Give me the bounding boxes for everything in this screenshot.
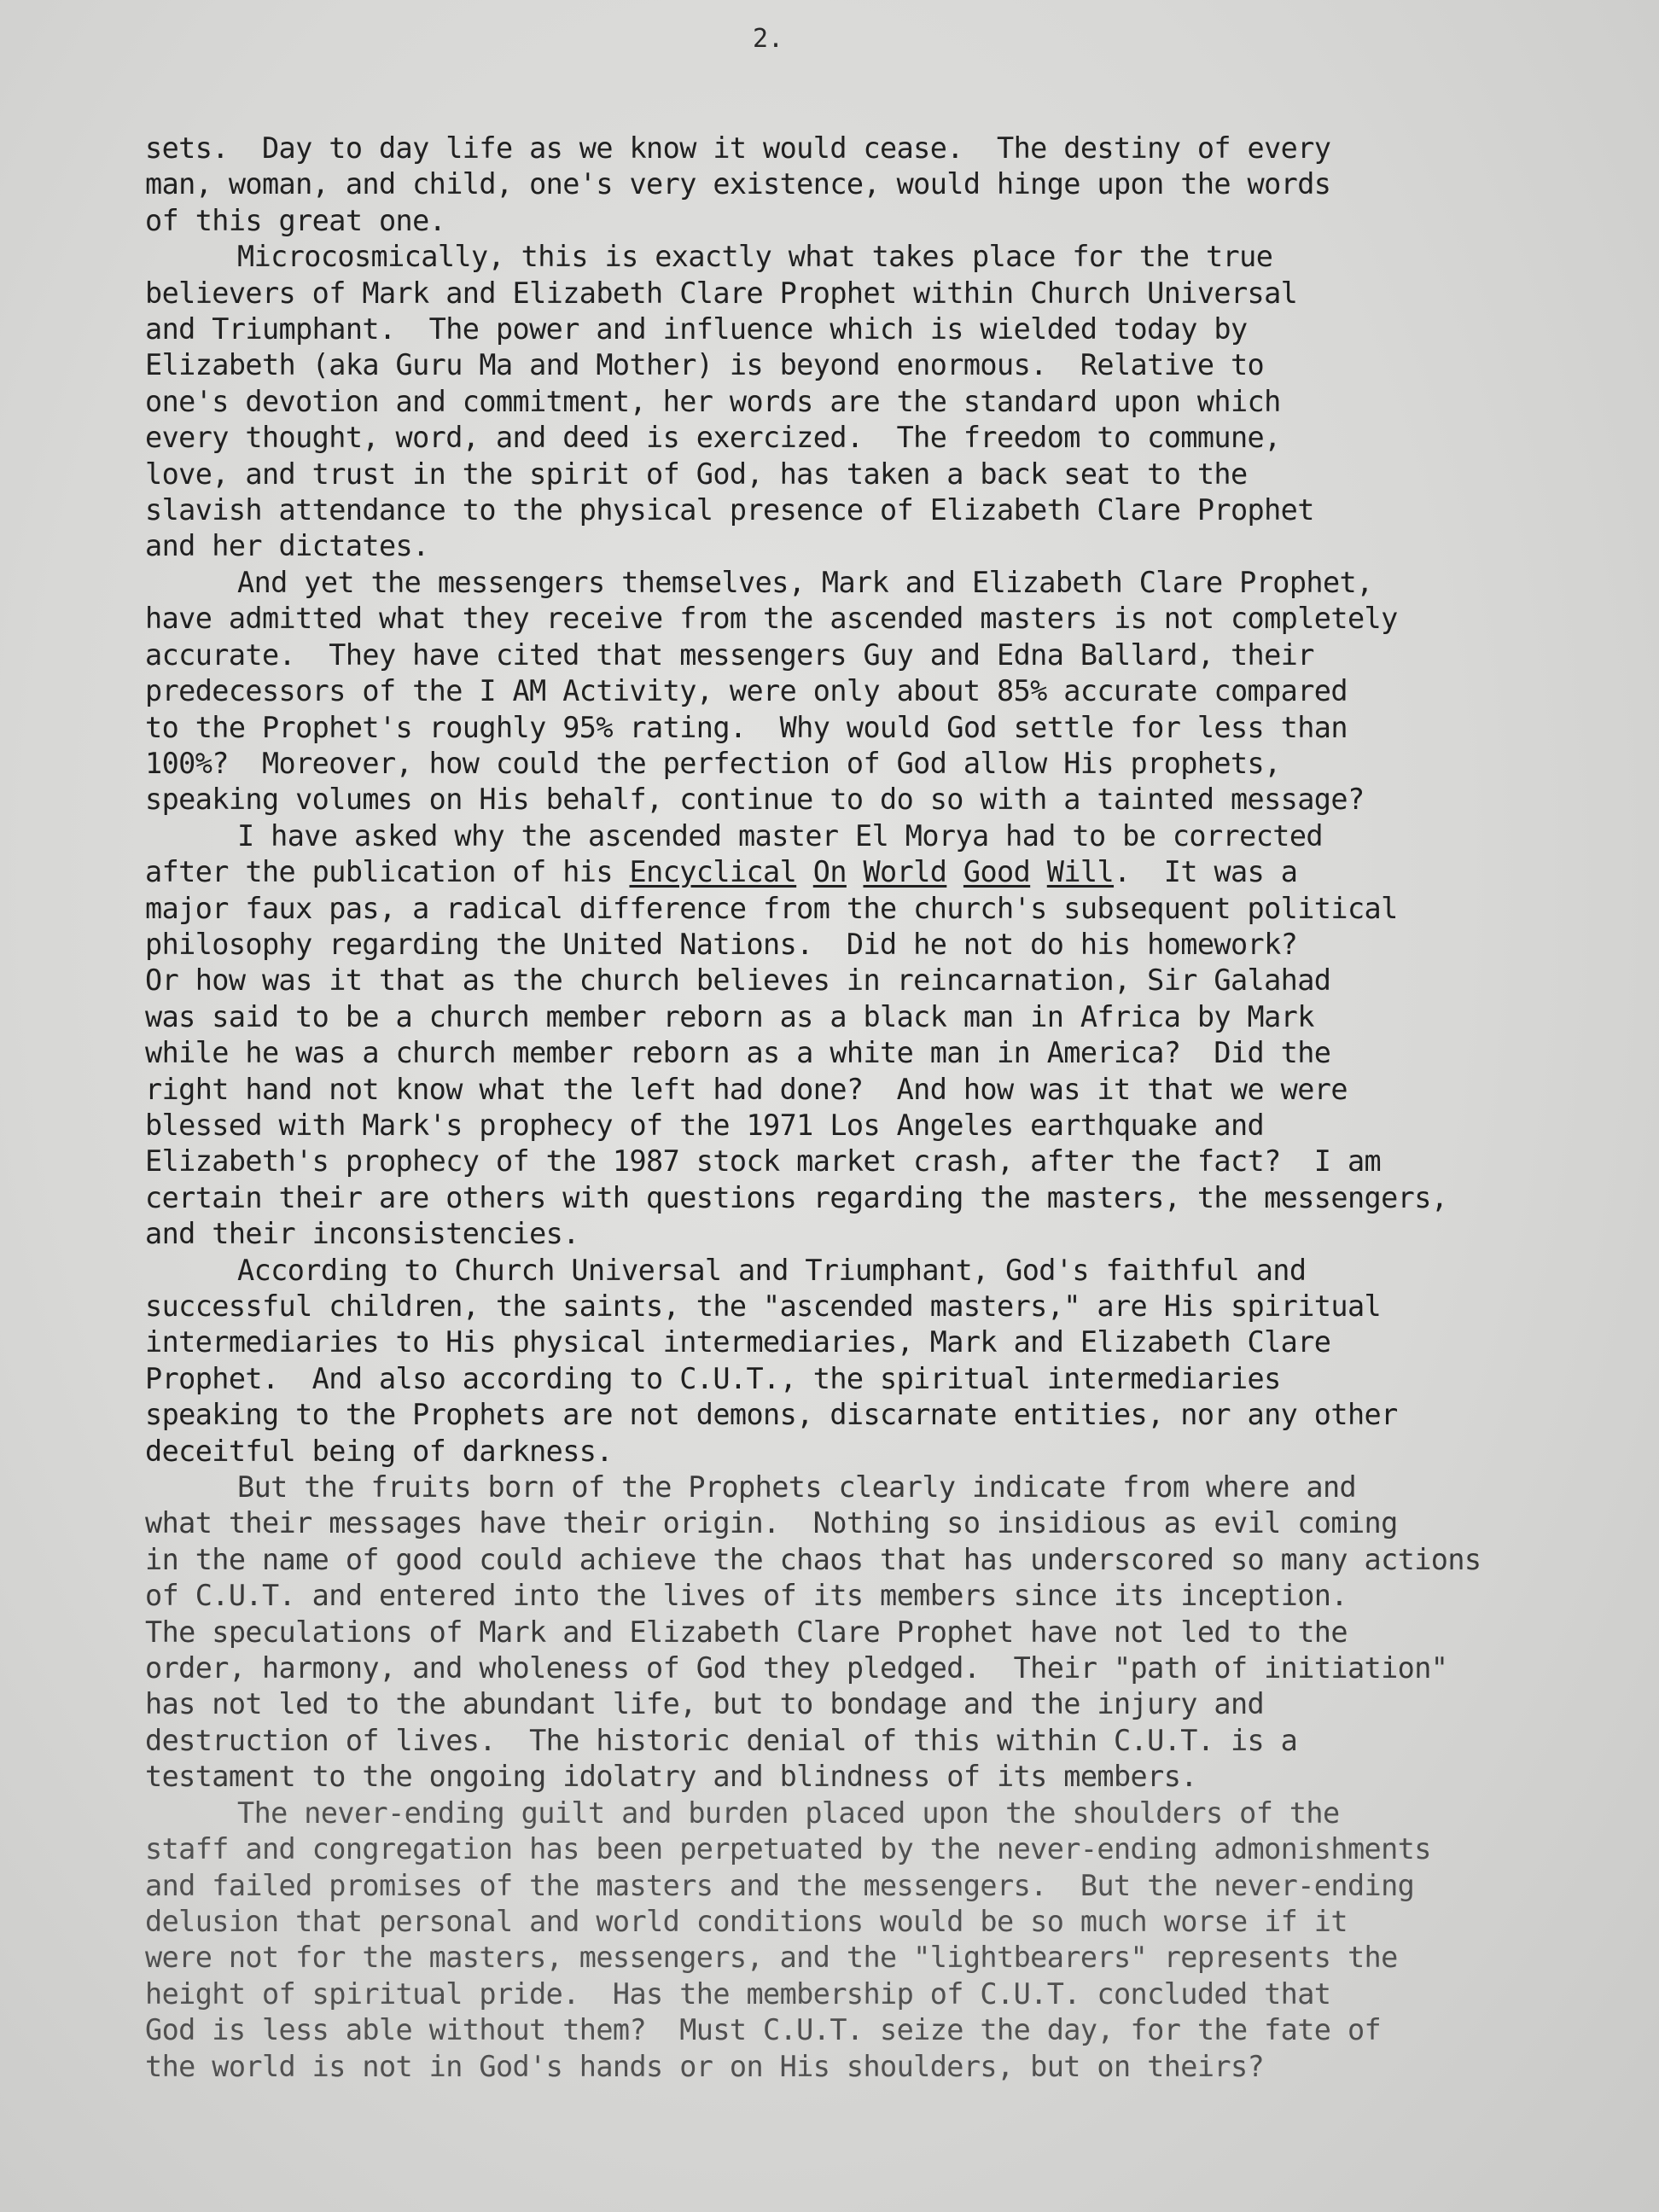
text-line: intermediaries to His physical intermediaries, Mark and Elizabeth Clare [145,1325,1331,1359]
paragraph-3 [145,565,1596,818]
text-line: slavish attendance to the physical presence of Elizabeth Clare Prophet [145,493,1314,527]
text-line: height of spiritual pride. Has the membership of C.U.T. concluded that [145,1976,1331,2011]
text-line: predecessors of the I AM Activity, were only about 85% accurate compared [145,674,1348,708]
text-line: 100%? Moreover, how could the perfection of God allow His prophets, [145,746,1281,780]
paragraph-5 [145,1253,1596,1470]
text-line: every thought, word, and deed is exercized. The freedom to commune, [145,421,1281,455]
text-segment: after the publication of his [145,855,630,889]
text-line: philosophy regarding the United Nations. Did he not do his homework? [145,927,1298,961]
text-line: order, harmony, and wholeness of God they pledged. Their "path of initiation" [145,1651,1448,1685]
text-line: major faux pas, a radical difference from the church's subsequent political [145,891,1398,925]
paragraph-6 [145,1470,1596,1796]
book-title-word: Good [963,855,1031,889]
text-line: certain their are others with questions regarding the masters, the messengers, [145,1180,1448,1214]
book-title-word: Will [1046,855,1115,889]
text-line: were not for the masters, messengers, and the "lightbearers" represents the [145,1941,1398,1975]
text-line: Microcosmically, this is exactly what takes place for the true [237,240,1273,274]
text-line: The never-ending guilt and burden placed upon the shoulders of the [237,1796,1340,1830]
text-line: Elizabeth (aka Guru Ma and Mother) is beyond enormous. Relative to [145,348,1265,382]
paragraph-4 [145,818,1596,1253]
text-line: Prophet. And also according to C.U.T., the spiritual intermediaries [145,1361,1281,1395]
text-line: while he was a church member reborn as a white man in America? Did the [145,1036,1331,1070]
paragraph-1 [145,131,1596,239]
text-line: destruction of lives. The historic denial of this within C.U.T. is a [145,1723,1298,1757]
text-line: right hand not know what the left had done? And how was it that we were [145,1072,1348,1106]
text-line: Or how was it that as the church believes in reincarnation, Sir Galahad [145,963,1331,998]
text-line: speaking to the Prophets are not demons, discarnate entities, nor any other [145,1398,1398,1432]
text-line: deceitful being of darkness. [145,1434,613,1468]
text-line: the world is not in God's hands or on His shoulders, but on theirs? [145,2049,1265,2083]
text-line: and her dictates. [145,529,429,563]
book-title-word: Encyclical [629,855,797,889]
text-line: was said to be a church member reborn as a black man in Africa by Mark [145,999,1314,1033]
text-line: I have asked why the ascended master El Morya had to be corrected [237,818,1323,853]
book-title-word: World [863,855,947,889]
text-line: and Triumphant. The power and influence which is wielded today by [145,312,1248,346]
text-line: successful children, the saints, the "ascended masters," are His spiritual [145,1289,1382,1323]
text-line: staff and congregation has been perpetuated by the never-ending admonishments [145,1832,1431,1866]
text-line: one's devotion and commitment, her words are the standard upon which [145,384,1281,418]
text-line [145,854,1596,890]
text-line: to the Prophet's roughly 95% rating. Why would God settle for less than [145,710,1348,744]
paragraph-7 [145,1796,1596,2085]
text-line: sets. Day to day life as we know it would cease. The destiny of every [145,131,1331,165]
text-line: blessed with Mark's prophecy of the 1971 Los Angeles earthquake and [145,1108,1265,1142]
text-line: what their messages have their origin. Nothing so insidious as evil coming [145,1506,1398,1540]
text-line: And yet the messengers themselves, Mark and Elizabeth Clare Prophet, [237,565,1373,599]
text-line: Elizabeth's prophecy of the 1987 stock market crash, after the fact? I am [145,1144,1382,1179]
document-body [145,131,1596,2085]
text-line: man, woman, and child, one's very existence, would hinge upon the words [145,167,1331,201]
text-line: speaking volumes on His behalf, continue to do so with a tainted message? [145,783,1365,817]
book-title-word: On [812,855,847,889]
text-line: love, and trust in the spirit of God, has taken a back seat to the [145,457,1248,491]
text-line: and failed promises of the masters and the messengers. But the never-ending [145,1868,1415,1902]
text-line: The speculations of Mark and Elizabeth Clare Prophet have not led to the [145,1615,1348,1649]
text-segment: . It was a [1114,855,1298,889]
text-line: in the name of good could achieve the chaos that has underscored so many actions [145,1542,1481,1576]
paragraph-2 [145,239,1596,565]
text-line: have admitted what they receive from the ascended masters is not completely [145,602,1398,636]
text-line: But the fruits born of the Prophets clearly indicate from where and [237,1470,1357,1505]
text-line: accurate. They have cited that messengers Guy and Edna Ballard, their [145,637,1314,672]
text-line: has not led to the abundant life, but to bondage and the injury and [145,1687,1265,1721]
page-number: 2. [752,24,784,54]
text-line: of C.U.T. and entered into the lives of its members since its inception. [145,1579,1348,1613]
text-line: delusion that personal and world conditions would be so much worse if it [145,1904,1348,1938]
text-line: God is less able without them? Must C.U.T. seize the day, for the fate of [145,2013,1382,2047]
text-line: testament to the ongoing idolatry and blindness of its members. [145,1760,1197,1794]
text-line: and their inconsistencies. [145,1217,579,1251]
text-line: of this great one. [145,203,446,237]
text-line: believers of Mark and Elizabeth Clare Prophet within Church Universal [145,276,1298,310]
text-line: According to Church Universal and Triumphant, God's faithful and [237,1253,1307,1287]
